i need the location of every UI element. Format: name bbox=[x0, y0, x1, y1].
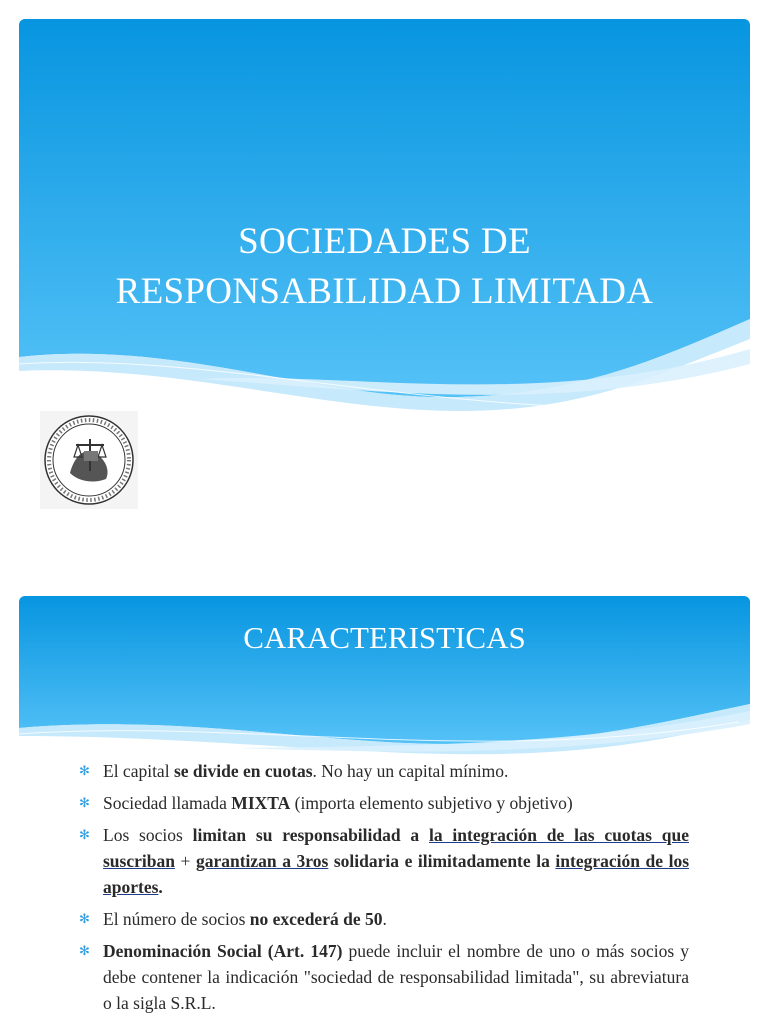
title-line-1: SOCIEDADES DE bbox=[238, 221, 531, 262]
slide-title-2: CARACTERISTICAS bbox=[243, 620, 526, 655]
asterisk-bullet-icon: ✻ bbox=[79, 943, 90, 958]
asterisk-bullet-icon: ✻ bbox=[79, 827, 90, 842]
asterisk-bullet-icon: ✻ bbox=[79, 795, 90, 810]
university-seal-icon bbox=[40, 411, 138, 509]
list-item: ✻ Sociedad llamada MIXTA (importa elemento subjetivo y objetivo) bbox=[79, 790, 689, 816]
content-slide bbox=[19, 596, 750, 1024]
bullet-list bbox=[79, 758, 689, 1022]
list-item: ✻ El número de socios no excederá de 50. bbox=[79, 906, 689, 932]
list-item: ✻ El capital se divide en cuotas. No hay un capital mínimo. bbox=[79, 758, 689, 784]
list-item: ✻ Denominación Social (Art. 147) puede incluir el nombre de uno o más socios y debe contener la indicación "sociedad de responsabilidad limitada", su abreviatura o la sigla S.R.L. bbox=[79, 938, 689, 1016]
asterisk-bullet-icon: ✻ bbox=[79, 911, 90, 926]
slide-title bbox=[19, 217, 750, 317]
asterisk-bullet-icon: ✻ bbox=[79, 763, 90, 778]
title-line-2: RESPONSABILIDAD LIMITADA bbox=[115, 271, 654, 312]
list-item: ✻ Los socios limitan su responsabilidad a la integración de las cuotas que suscriban + garantizan a 3ros solidaria e ilimitadamente la integración de los aportes. bbox=[79, 822, 689, 900]
title-slide bbox=[19, 19, 750, 554]
